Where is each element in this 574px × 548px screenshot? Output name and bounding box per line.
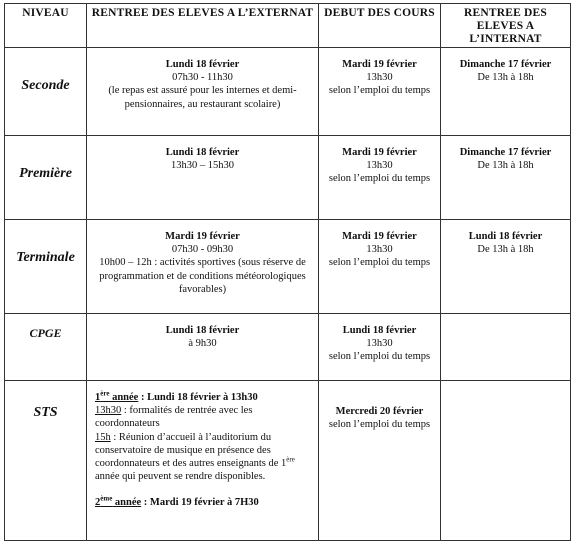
cours-note: selon l’emploi du temps <box>328 257 431 269</box>
year-word: année <box>112 497 142 509</box>
ordinal-number: 1 <box>281 458 287 470</box>
internat-cell-empty <box>441 314 571 381</box>
level-label: STS <box>33 405 58 420</box>
level-cell <box>5 220 87 314</box>
step-1-time: 13h30 <box>95 405 122 417</box>
header-externat: RENTREE DES ELEVES A L’EXTERNAT <box>87 4 319 48</box>
ordinal-suffix: ère <box>286 455 295 464</box>
level-cell <box>5 48 87 136</box>
step-2-time: 15h <box>95 431 111 443</box>
cours-cell <box>319 381 441 541</box>
externat-cell <box>87 48 319 136</box>
level-cell <box>5 381 87 541</box>
level-label: CPGE <box>29 326 62 340</box>
internat-time: De 13h à 18h <box>477 72 534 84</box>
externat-note: 10h00 – 12h : activités sportives (sous réserve de programmation et de conditions météorologiques favorables) <box>99 257 306 295</box>
table-row <box>5 220 571 314</box>
cours-time: 13h30 <box>366 244 393 256</box>
externat-time: 13h30 – 15h30 <box>171 160 234 172</box>
cours-date: Lundi 18 février <box>342 325 417 336</box>
cours-note: selon l’emploi du temps <box>328 351 431 363</box>
sts-step-2 <box>95 431 314 484</box>
internat-cell <box>441 136 571 220</box>
ordinal-number: 1 <box>95 392 101 403</box>
table-row <box>5 48 571 136</box>
header-internat: RENTREE DES ELEVES A L’INTERNAT <box>441 4 571 48</box>
internat-time: De 13h à 18h <box>477 244 534 256</box>
internat-cell-empty <box>441 381 571 541</box>
ordinal-number: 2 <box>95 497 101 509</box>
cours-note: selon l’emploi du temps <box>328 173 431 185</box>
first-year-date: : Lundi 18 février à 13h30 <box>138 392 258 403</box>
ordinal-suffix: ère <box>100 389 110 398</box>
externat-time: 07h30 - 11h30 <box>172 72 233 84</box>
cours-time: 13h30 <box>366 338 393 350</box>
externat-date: Lundi 18 février <box>165 59 240 70</box>
header-cours: DEBUT DES COURS <box>319 4 441 48</box>
externat-cell <box>87 314 319 381</box>
cours-time: 13h30 <box>366 72 393 84</box>
externat-cell <box>87 136 319 220</box>
level-label: Terminale <box>16 250 75 265</box>
internat-date: Lundi 18 février <box>468 231 543 242</box>
externat-time: à 9h30 <box>188 338 217 350</box>
table-row <box>5 136 571 220</box>
internat-cell <box>441 220 571 314</box>
cours-cell <box>319 220 441 314</box>
sts-first-year <box>95 391 314 404</box>
sts-step-1 <box>95 404 314 430</box>
cours-time: 13h30 <box>366 160 393 172</box>
externat-date: Lundi 18 février <box>165 147 240 158</box>
ordinal-suffix: ème <box>100 494 113 503</box>
cours-note: selon l’emploi du temps <box>328 419 431 431</box>
step-1-text: : formalités de rentrée avec les coordonnateurs <box>95 405 253 430</box>
externat-time: 07h30 - 09h30 <box>171 244 234 256</box>
step-2-end: année qui peuvent se rendre disponibles. <box>95 471 266 483</box>
internat-date: Dimanche 17 février <box>459 59 552 70</box>
cours-date: Mardi 19 février <box>342 59 417 70</box>
internat-time: De 13h à 18h <box>477 160 534 172</box>
second-year-date: : Mardi 19 février à 7H30 <box>141 497 259 509</box>
cours-note: selon l’emploi du temps <box>328 85 431 97</box>
cours-cell <box>319 314 441 381</box>
step-2-text: : Réunion d’accueil à l’auditorium du conservatoire de musique en présence des coordonnateurs et des autres enseignants de <box>95 431 282 470</box>
cours-cell <box>319 48 441 136</box>
externat-date: Mardi 19 février <box>165 231 240 242</box>
cours-cell <box>319 136 441 220</box>
internat-cell <box>441 48 571 136</box>
cours-date: Mardi 19 février <box>342 231 417 242</box>
schedule-table <box>4 3 571 541</box>
level-label: Première <box>19 166 72 181</box>
internat-date: Dimanche 17 février <box>459 147 552 158</box>
level-cell <box>5 314 87 381</box>
level-cell <box>5 136 87 220</box>
header-niveau: NIVEAU <box>5 4 87 48</box>
externat-date: Lundi 18 février <box>165 325 240 336</box>
header-row <box>5 4 571 48</box>
table-row <box>5 381 571 541</box>
sts-second-year <box>95 496 314 509</box>
level-label: Seconde <box>21 78 70 93</box>
externat-cell <box>87 220 319 314</box>
externat-note: (le repas est assuré pour les internes et demi-pensionnaires, au restaurant scolaire) <box>108 85 297 110</box>
sts-externat-cell <box>87 381 319 541</box>
cours-date: Mardi 19 février <box>342 147 417 158</box>
year-word: année <box>109 392 139 403</box>
cours-date: Mercredi 20 février <box>335 406 424 417</box>
table-row <box>5 314 571 381</box>
